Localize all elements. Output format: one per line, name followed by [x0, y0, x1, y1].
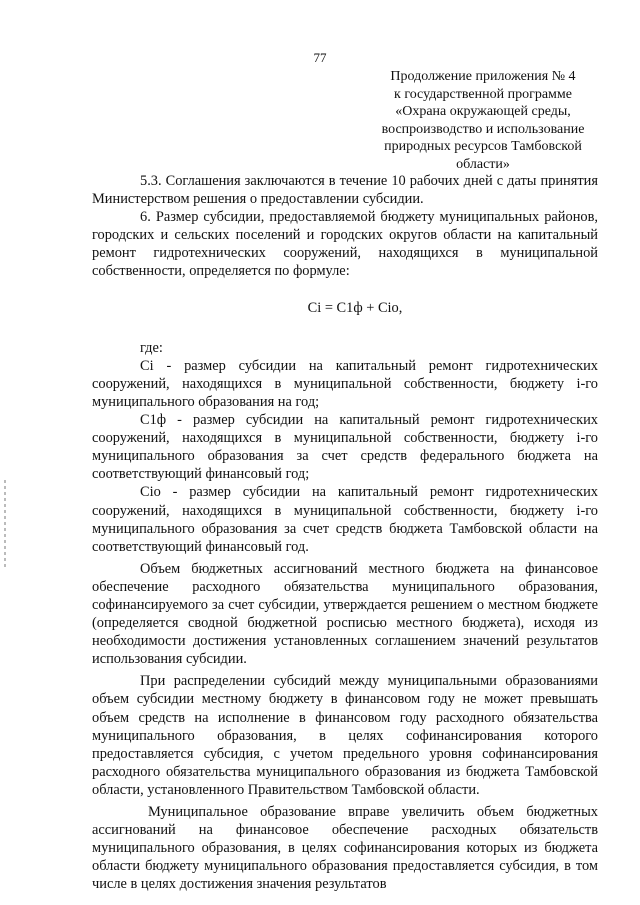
formula: Ci = C1ф + Cio,: [307, 299, 403, 316]
header-line: воспроизводство и использование: [381, 121, 585, 137]
appendix-header: [360, 68, 606, 174]
header-line: природных ресурсов Тамбовской: [384, 139, 582, 155]
header-line: Продолжение приложения № 4: [390, 69, 576, 84]
where-label: где:: [140, 339, 163, 356]
header-line: области»: [456, 156, 510, 172]
paragraph-distribution: При распределении субсидий между муниципальными образованиями объем субсидии местному бюджету в финансовом году не может превышать объем средств на исполнение в финансовом году расходного обязательства муниципального образования, в целях софинансирования которого предоставляется субсидия, с учетом предельного уровня софинансирования расходного обязательства муниципального образования из бюджета Тамбовской области, установленного Правительством Тамбовской области.: [92, 673, 598, 798]
paragraph-5-3: 5.3. Соглашения заключаются в течение 10 рабочих дней с даты принятия Министерством решения о предоставлении субсидии.: [92, 173, 598, 208]
margin-mark: [4, 480, 6, 570]
definition-ci: Ci - размер субсидии на капитальный ремонт гидротехнических сооружений, находящихся в муниципальной собственности, бюджету i-го муниципального образования на год;: [92, 357, 598, 410]
page-number: 77: [313, 50, 327, 65]
paragraph-6: 6. Размер субсидии, предоставляемой бюджету муниципальных районов, городских и сельских поселений и городских округов области на капитальный ремонт гидротехнических сооружений, находящихся в муниципальной собственности, определяется по формуле:: [92, 209, 598, 280]
paragraph-budget-volume: Объем бюджетных ассигнований местного бюджета на финансовое обеспечение расходного обязательства муниципального образования, софинансируемого за счет субсидии, утверждается решением о местном бюджете (определяется сводной бюджетной росписью местного бюджета), исходя из необходимости достижения установленных соглашением значений результатов использования субсидии.: [92, 560, 598, 668]
header-line: к государственной программе: [394, 86, 572, 102]
document-body: [92, 172, 598, 893]
definition-c1f: C1ф - размер субсидии на капитальный ремонт гидротехнических сооружений, находящихся в муниципальной собственности, бюджету i-го муниципального образования за счет средств федерального бюджета на соответствующий финансовый год;: [92, 412, 598, 483]
header-line: «Охрана окружающей среды,: [395, 104, 571, 120]
paragraph-municipal-right: Муниципальное образование вправе увеличить объем бюджетных ассигнований на финансовое обеспечение расходных обязательств муниципального образования, в целях софинансирования которых из бюджета области бюджету муниципального образования предоставляется субсидия, в том числе в целях достижения значения результатов: [92, 804, 598, 893]
definition-cio: Cio - размер субсидии на капитальный ремонт гидротехнических сооружений, находящихся в муниципальной собственности, бюджету i-го муниципального образования за счет средств бюджета Тамбовской области на соответствующий финансовый год.: [92, 484, 598, 555]
